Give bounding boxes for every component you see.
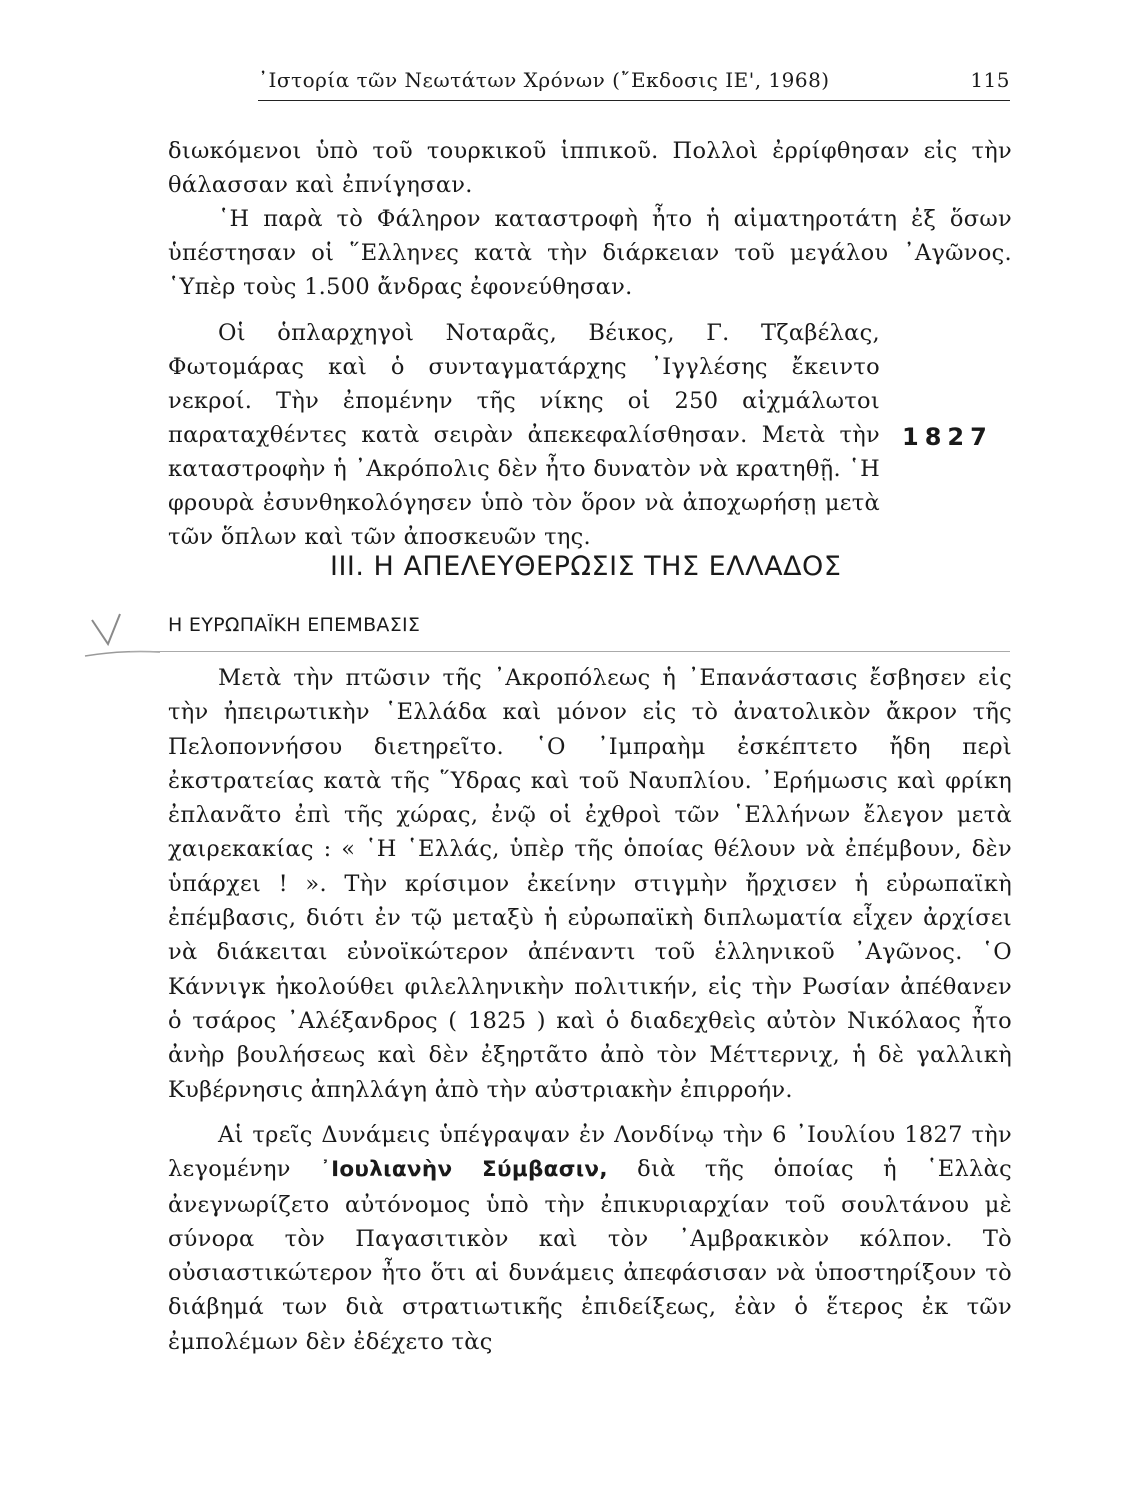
paragraph-3-text: Οἱ ὁπλαρχηγοὶ Νοταρᾶς, Βέικος, Γ. Τζαβέλας, Φωτομάρας καὶ ὁ συνταγματάρχης ᾽Ιγγλέσης ἔκειντο νεκροί. Τὴν ἐπομένην τῆς νίκης οἱ 250 αἰχμάλωτοι παραταχθέντες κατὰ σειρὰν ἀπεκεφαλίσθησαν. Μετὰ τὴν καταστροφὴν ἡ ᾽Ακρόπολις δὲν ἦτο δυνατὸν νὰ κρατηθῇ. ῾Η φρουρὰ ἐσυνθηκολόγησεν ὑπὸ τὸν ὅρον νὰ ἀποχωρήσῃ μετὰ τῶν ὅπλων καὶ τῶν ἀποσκευῶν της. — [168, 320, 880, 550]
paragraph-5 — [168, 1118, 1012, 1359]
paragraph-1 — [168, 134, 1012, 202]
margin-year-note: 1827 — [902, 423, 993, 451]
paragraph-4 — [168, 661, 1012, 1107]
header-rule — [258, 100, 1010, 101]
paragraph-5-rest: διὰ τῆς ὁποίας ἡ ῾Ελλὰς ἀνεγνωρίζετο αὐτόνομος ὑπὸ τὴν ἐπικυριαρχίαν τοῦ σουλτάνου μὲ σύνορα τὸν Παγασιτικὸν καὶ τὸν ᾽Αμβρακικὸν κόλπον. Τὸ οὐσιαστικώτερον ἦτο ὅτι αἱ δυνάμεις ἀπεφάσισαν νὰ ὑποστηρίξουν τὸ διάβημά των διὰ στρατιωτικῆς ἐπιδείξεως, ἐὰν ὁ ἕτερος ἐκ τῶν ἐμπολέμων δὲν ἐδέχετο τὰς — [168, 1156, 1012, 1355]
running-header — [258, 68, 1010, 98]
paragraph-5-lead: Αἱ τρεῖς Δυνάμεις ὑπέγραψαν ἐν Λονδίνῳ τὴν 6 ᾽Ιουλίου 1827 τὴν λεγομένην — [168, 1122, 1012, 1183]
running-title: ᾽Ιστορία τῶν Νεωτάτων Χρόνων (῎Εκδοσις ΙΕ', 1968) — [258, 68, 830, 92]
section-title: III. Η ΑΠΕΛΕΥΘΕΡΩΣΙΣ ΤΗΣ ΕΛΛΑΔΟΣ — [330, 551, 842, 582]
paragraph-1-text: διωκόμενοι ὑπὸ τοῦ τουρκικοῦ ἱππικοῦ. Πολλοὶ ἐρρίφθησαν εἰς τὴν θάλασσαν καὶ ἐπνίγησαν. — [168, 138, 1012, 198]
paragraph-2 — [168, 202, 1012, 304]
paragraph-2-text: ῾Η παρὰ τὸ Φάληρον καταστροφὴ ἦτο ἡ αἱματηροτάτη ἐξ ὅσων ὑπέστησαν οἱ ῞Ελληνες κατὰ τὴν διάρκειαν τοῦ μεγάλου ᾽Αγῶνος. ῾Υπὲρ τοὺς 1.500 ἄνδρας ἐφονεύθησαν. — [168, 206, 1012, 300]
page-number: 115 — [970, 68, 1010, 92]
subsection-title: Η ΕΥΡΩΠΑΪΚΗ ΕΠΕΜΒΑΣΙΣ — [168, 614, 421, 636]
julian-convention-term: ᾽Ιουλιανὴν Σύμβασιν, — [320, 1157, 608, 1183]
paragraph-5-text — [168, 1118, 1012, 1359]
paragraph-3 — [168, 316, 1016, 554]
pencil-underline — [130, 651, 1010, 652]
paragraph-4-text: Μετὰ τὴν πτῶσιν τῆς ᾽Ακροπόλεως ἡ ᾽Επανάστασις ἔσβησεν εἰς τὴν ἠπειρωτικὴν ῾Ελλάδα καὶ μόνον εἰς τὸ ἀνατολικὸν ἄκρον τῆς Πελοποννήσου διετηρεῖτο. ῾Ο ᾽Ιμπραὴμ ἐσκέπτετο ἤδη περὶ ἐκστρατείας κατὰ τῆς ῞Υδρας καὶ τοῦ Ναυπλίου. ᾽Ερήμωσις καὶ φρίκη ἐπλανᾶτο ἐπὶ τῆς χώρας, ἐνῷ οἱ ἐχθροὶ τῶν ῾Ελλήνων ἔλεγον μετὰ χαιρεκακίας : « ῾Η ῾Ελλάς, ὑπὲρ τῆς ὁποίας θέλουν νὰ ἐπέμβουν, δὲν ὑπάρχει ! ». Τὴν κρίσιμον ἐκείνην στιγμὴν ἤρχισεν ἡ εὐρωπαϊκὴ ἐπέμβασις, διότι ἐν τῷ μεταξὺ ἡ εὐρωπαϊκὴ διπλωματία εἶχεν ἀρχίσει νὰ διάκειται εὐνοϊκώτερον ἀπέναντι τοῦ ἑλληνικοῦ ᾽Αγῶνος. ῾Ο Κάννιγκ ἠκολούθει φιλελληνικὴν πολιτικήν, εἰς τὴν Ρωσίαν ἀπέθανεν ὁ τσάρος ᾽Αλέξανδρος ( 1825 ) καὶ ὁ διαδεχθεὶς αὐτὸν Νικόλαος ἦτο ἀνὴρ βουλήσεως καὶ δὲν ἐξηρτᾶτο ἀπὸ τὸν Μέττερνιχ, ἡ δὲ γαλλικὴ Κυβέρνησις ἀπηλλάγη ἀπὸ τὴν αὐστριακὴν ἐπιρροήν. — [168, 665, 1012, 1103]
